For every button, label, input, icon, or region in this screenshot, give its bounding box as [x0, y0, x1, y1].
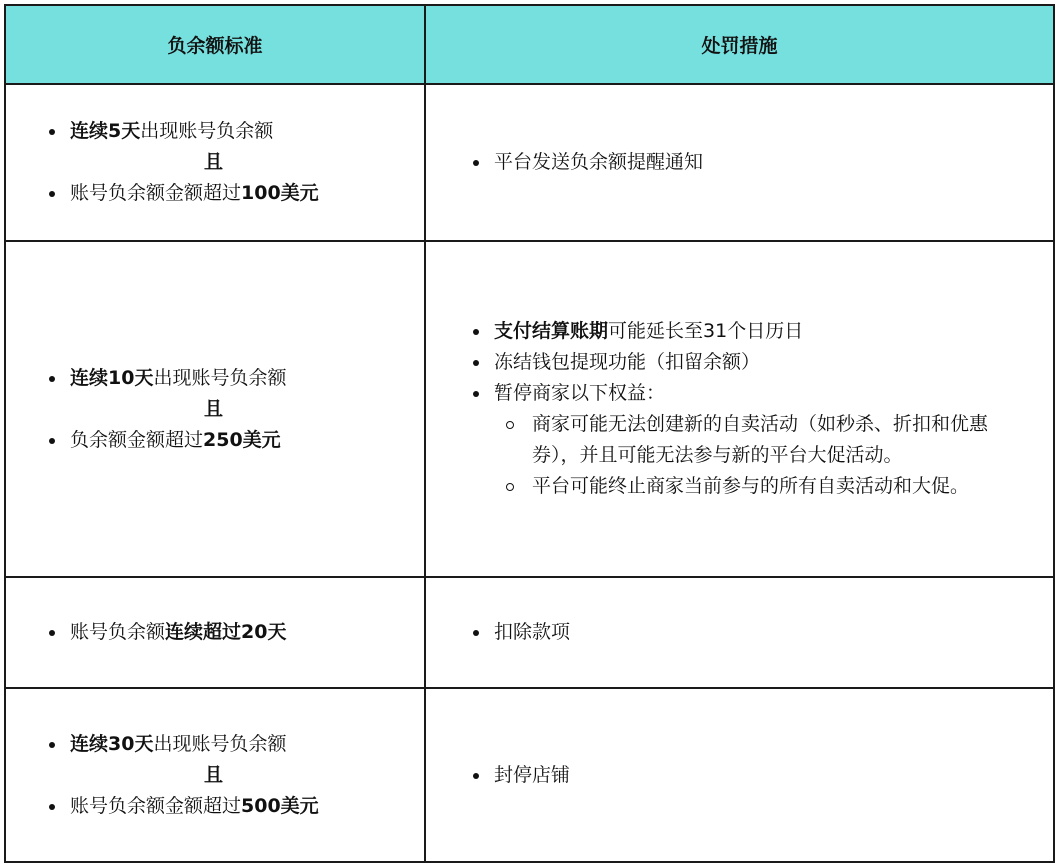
measure-subitem: [470, 409, 1033, 471]
and-label: 且: [204, 397, 224, 420]
criteria-item: [46, 617, 424, 648]
criteria-bold: 500美元: [241, 794, 319, 817]
measure-text: 可能延长至31个日历日: [608, 320, 804, 342]
criteria-text: 出现账号负余额: [153, 366, 287, 389]
table-row: [5, 241, 1054, 577]
measure-item: 冻结钱包提现功能（扣留余额）: [470, 347, 1033, 378]
measure-subitem: [470, 471, 1033, 502]
measure-item: 暂停商家以下权益：: [470, 378, 1033, 409]
measure-subitem-text: 商家可能无法创建新的自卖活动（如秒杀、折扣和优惠券），并且可能无法参与新的平台大促活动。: [532, 413, 989, 466]
criteria-cell: [5, 688, 425, 862]
criteria-cell: [5, 241, 425, 577]
criteria-bold: 100美元: [241, 182, 319, 204]
measure-item: [470, 316, 1033, 347]
measure-cell: [425, 688, 1054, 862]
table-row: [5, 84, 1054, 241]
criteria-item: [46, 791, 424, 822]
criteria-item: [46, 116, 424, 147]
and-label: 且: [204, 763, 224, 786]
and-label: 且: [204, 151, 224, 173]
header-row: [5, 5, 1054, 84]
criteria-bold: 250美元: [203, 428, 281, 451]
criteria-text: 账号负余额: [70, 621, 166, 643]
measure-item: 平台发送负余额提醒通知: [470, 147, 1033, 178]
measure-cell: [425, 84, 1054, 241]
criteria-text: 账号负余额金额超过: [70, 794, 242, 817]
criteria-cell: [5, 84, 425, 241]
measure-item: 封停店铺: [470, 760, 1033, 791]
criteria-item: [46, 178, 424, 209]
measure-bold: 支付结算账期: [494, 320, 609, 342]
table-row: [5, 577, 1054, 688]
table-row: [5, 688, 1054, 862]
header-measures: 处罚措施: [425, 5, 1054, 84]
measure-cell: [425, 241, 1054, 577]
penalty-table: [4, 4, 1055, 863]
header-criteria: 负余额标准: [5, 5, 425, 84]
criteria-item: [46, 363, 424, 394]
measure-subitem-text: 平台可能终止商家当前参与的所有自卖活动和大促。: [532, 475, 970, 497]
measure-item: 扣除款项: [470, 617, 1033, 648]
criteria-bold: 连续10天: [70, 366, 154, 389]
criteria-text: 出现账号负余额: [140, 120, 274, 142]
criteria-cell: [5, 577, 425, 688]
criteria-item: [46, 729, 424, 760]
criteria-text: 账号负余额金额超过: [70, 182, 242, 204]
criteria-bold: 连续超过20天: [165, 621, 287, 643]
criteria-text: 出现账号负余额: [153, 732, 287, 755]
criteria-item: [46, 425, 424, 456]
criteria-bold: 连续30天: [70, 732, 154, 755]
measure-cell: [425, 577, 1054, 688]
criteria-text: 负余额金额超过: [70, 428, 204, 451]
criteria-bold: 连续5天: [70, 120, 141, 142]
